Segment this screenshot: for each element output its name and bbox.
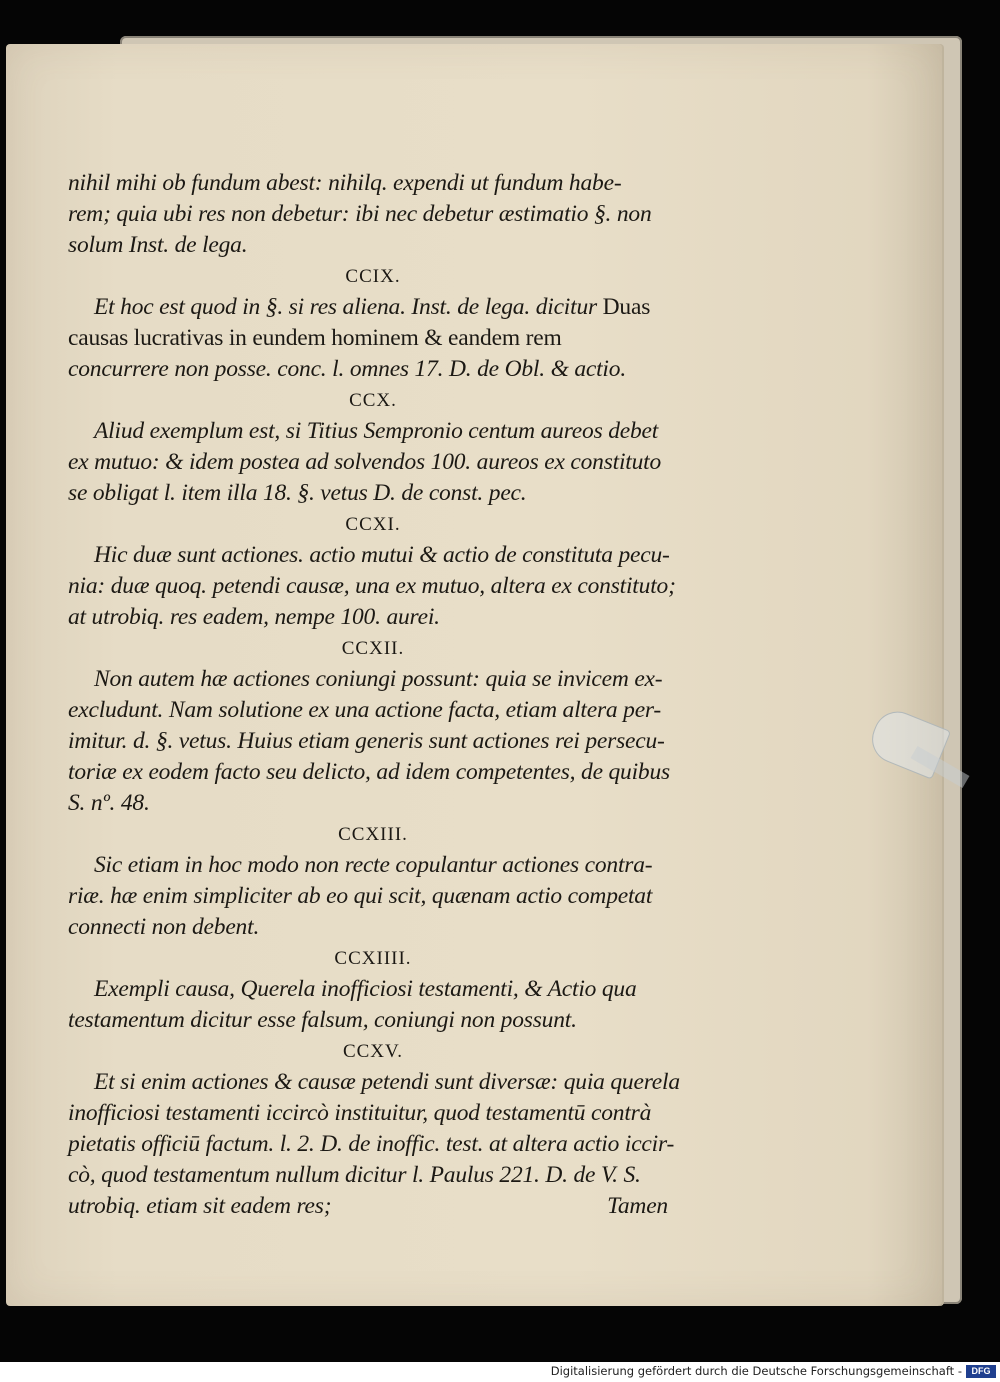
text-line: Sic etiam in hoc modo non recte copulantur actiones contra- xyxy=(94,852,653,878)
text-line: rem; quia ubi res non debetur: ibi nec debetur æstimatio §. non xyxy=(68,201,652,227)
section-heading: CCXIIII. xyxy=(334,948,412,969)
text-line: connecti non debent. xyxy=(68,914,260,940)
text-line: cò, quod testamentum nullum dicitur l. Paulus 221. D. de V. S. xyxy=(68,1162,641,1188)
text-line: at utrobiq. res eadem, nempe 100. aurei. xyxy=(68,604,440,630)
text-line: riæ. hæ enim simpliciter ab eo qui scit, quænam actio competat xyxy=(68,883,653,909)
text-line: S. nº. 48. xyxy=(68,790,150,816)
text-line: causas lucrativas in eundem hominem & eandem rem xyxy=(68,325,562,351)
catchword: Tamen xyxy=(607,1193,668,1219)
section-heading: CCXIII. xyxy=(338,824,408,845)
digitization-footer xyxy=(0,1362,1000,1382)
text-line: nihil mihi ob fundum abest: nihilq. expendi ut fundum habe- xyxy=(68,170,622,196)
text-line: se obligat l. item illa 18. §. vetus D. de const. pec. xyxy=(68,480,527,506)
funding-credit: Digitalisierung gefördert durch die Deutsche Forschungsgemeinschaft - xyxy=(550,1364,962,1378)
text-line-roman: Duas xyxy=(602,294,651,320)
text-line: Exempli causa, Querela inofficiosi testamenti, & Actio qua xyxy=(94,976,637,1002)
text-line xyxy=(68,292,668,323)
section-heading: CCX. xyxy=(349,390,397,411)
text-line: concurrere non posse. conc. l. omnes 17. D. de Obl. & actio. xyxy=(68,356,626,382)
text-line xyxy=(68,1191,668,1222)
text-line: Aliud exemplum est, si Titius Sempronio centum aureos debet xyxy=(94,418,659,444)
text-line: Non autem hæ actiones coniungi possunt: quia se invicem ex- xyxy=(94,666,663,692)
text-line-italic: Et hoc est quod in §. si res aliena. Inst. de lega. dicitur xyxy=(94,294,597,320)
page-text xyxy=(68,168,680,1222)
text-line: Et si enim actiones & causæ petendi sunt diversæ: quia querela xyxy=(94,1069,680,1095)
text-line: inofficiosi testamenti iccircò instituitur, quod testamentū contrà xyxy=(68,1100,652,1126)
book-page xyxy=(6,44,942,1306)
dfg-logo-icon: DFG xyxy=(966,1365,996,1378)
section-heading: CCXI. xyxy=(345,514,401,535)
text-line: ex mutuo: & idem postea ad solvendos 100. aureos ex constituto xyxy=(68,449,662,475)
text-line: testamentum dicitur esse falsum, coniungi non possunt. xyxy=(68,1007,577,1033)
text-line: solum Inst. de lega. xyxy=(68,232,248,258)
section-heading: CCXV. xyxy=(342,1041,404,1062)
text-line: excludunt. Nam solutione ex una actione facta, etiam altera per- xyxy=(68,697,662,723)
text-line-final: utrobiq. etiam sit eadem res; xyxy=(68,1193,332,1219)
text-line: pietatis officiū factum. l. 2. D. de inoffic. test. at altera actio iccir- xyxy=(68,1131,675,1157)
section-heading: CCXII. xyxy=(341,638,405,659)
text-line: Hic duæ sunt actiones. actio mutui & actio de constituta pecu- xyxy=(94,542,670,568)
text-line: toriæ ex eodem facto seu delicto, ad idem competentes, de quibus xyxy=(68,759,670,785)
section-heading: CCIX. xyxy=(345,266,401,287)
text-line: imitur. d. §. vetus. Huius etiam generis sunt actiones rei persecu- xyxy=(68,728,665,754)
text-line: nia: duæ quoq. petendi causæ, una ex mutuo, altera ex constituto; xyxy=(68,573,676,599)
